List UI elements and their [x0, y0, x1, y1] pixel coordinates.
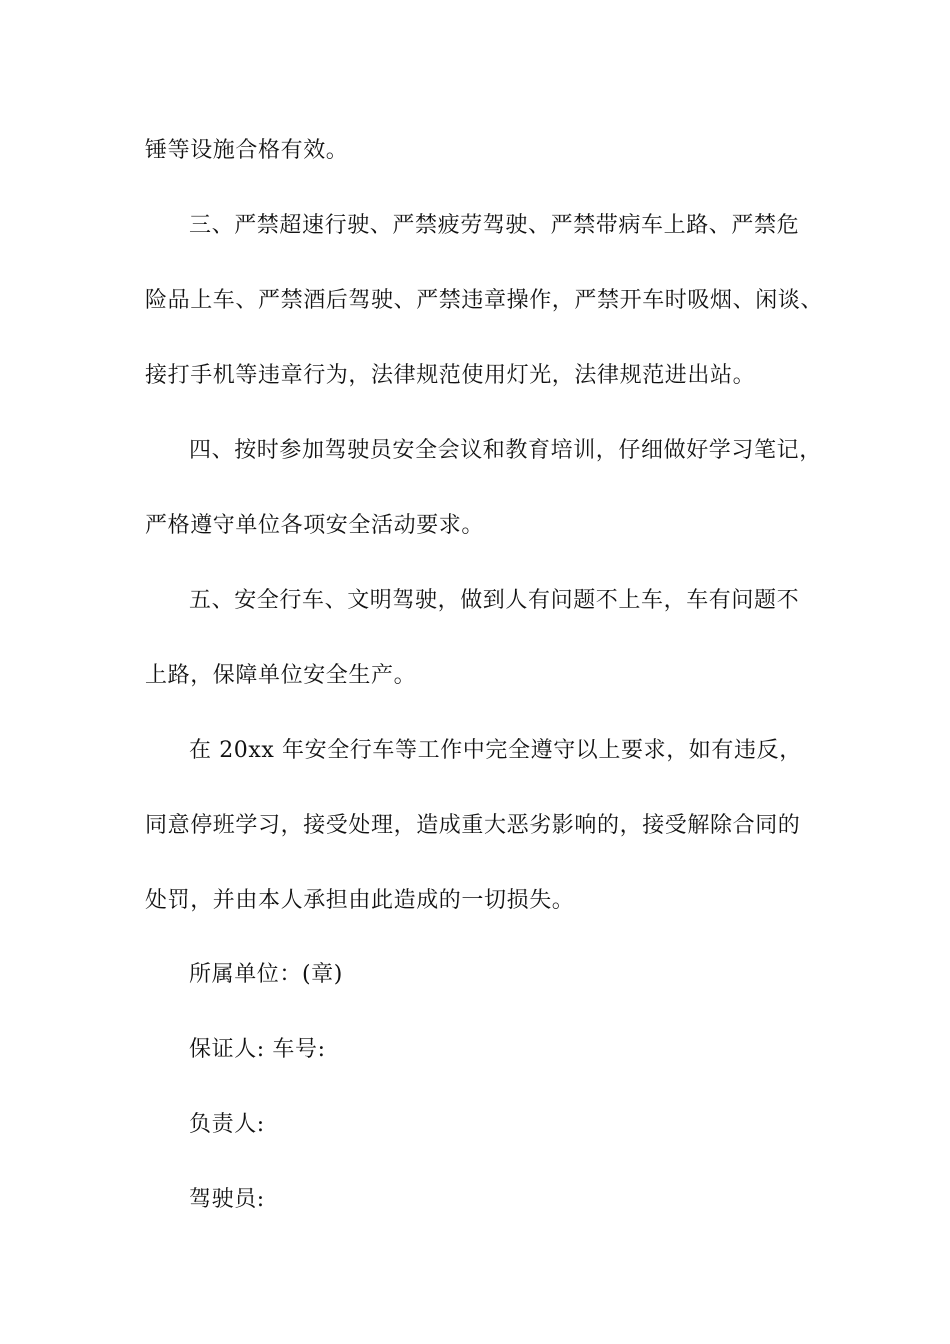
paragraph-line: 同意停班学习，接受处理，造成重大恶劣影响的，接受解除合同的 [145, 813, 801, 838]
signature-field-guarantor: 保证人: 车号: [189, 1037, 326, 1062]
paragraph-line: 锤等设施合格有效。 [145, 138, 349, 163]
paragraph-line: 严格遵守单位各项安全活动要求。 [145, 513, 485, 538]
paragraph-line: 四、按时参加驾驶员安全会议和教育培训，仔细做好学习笔记， [189, 438, 822, 463]
paragraph-line: 处罚，并由本人承担由此造成的一切损失。 [145, 888, 575, 913]
signature-field-driver: 驾驶员: [189, 1187, 265, 1212]
paragraph-line: 接打手机等违章行为，法律规范使用灯光，法律规范进出站。 [145, 363, 756, 388]
paragraph-line: 险品上车、严禁酒后驾驶、严禁违章操作，严禁开车时吸烟、闲谈、 [145, 288, 824, 313]
paragraph-line: 三、严禁超速行驶、严禁疲劳驾驶、严禁带病车上路、严禁危 [189, 213, 800, 238]
paragraph-line: 在 20xx 年安全行车等工作中完全遵守以上要求，如有违反， [189, 738, 802, 763]
paragraph-line: 上路，保障单位安全生产。 [145, 663, 417, 688]
signature-field-unit: 所属单位：(章) [189, 962, 343, 987]
paragraph-line: 五、安全行车、文明驾驶，做到人有问题不上车，车有问题不 [189, 588, 800, 613]
signature-field-responsible: 负责人: [189, 1112, 265, 1137]
